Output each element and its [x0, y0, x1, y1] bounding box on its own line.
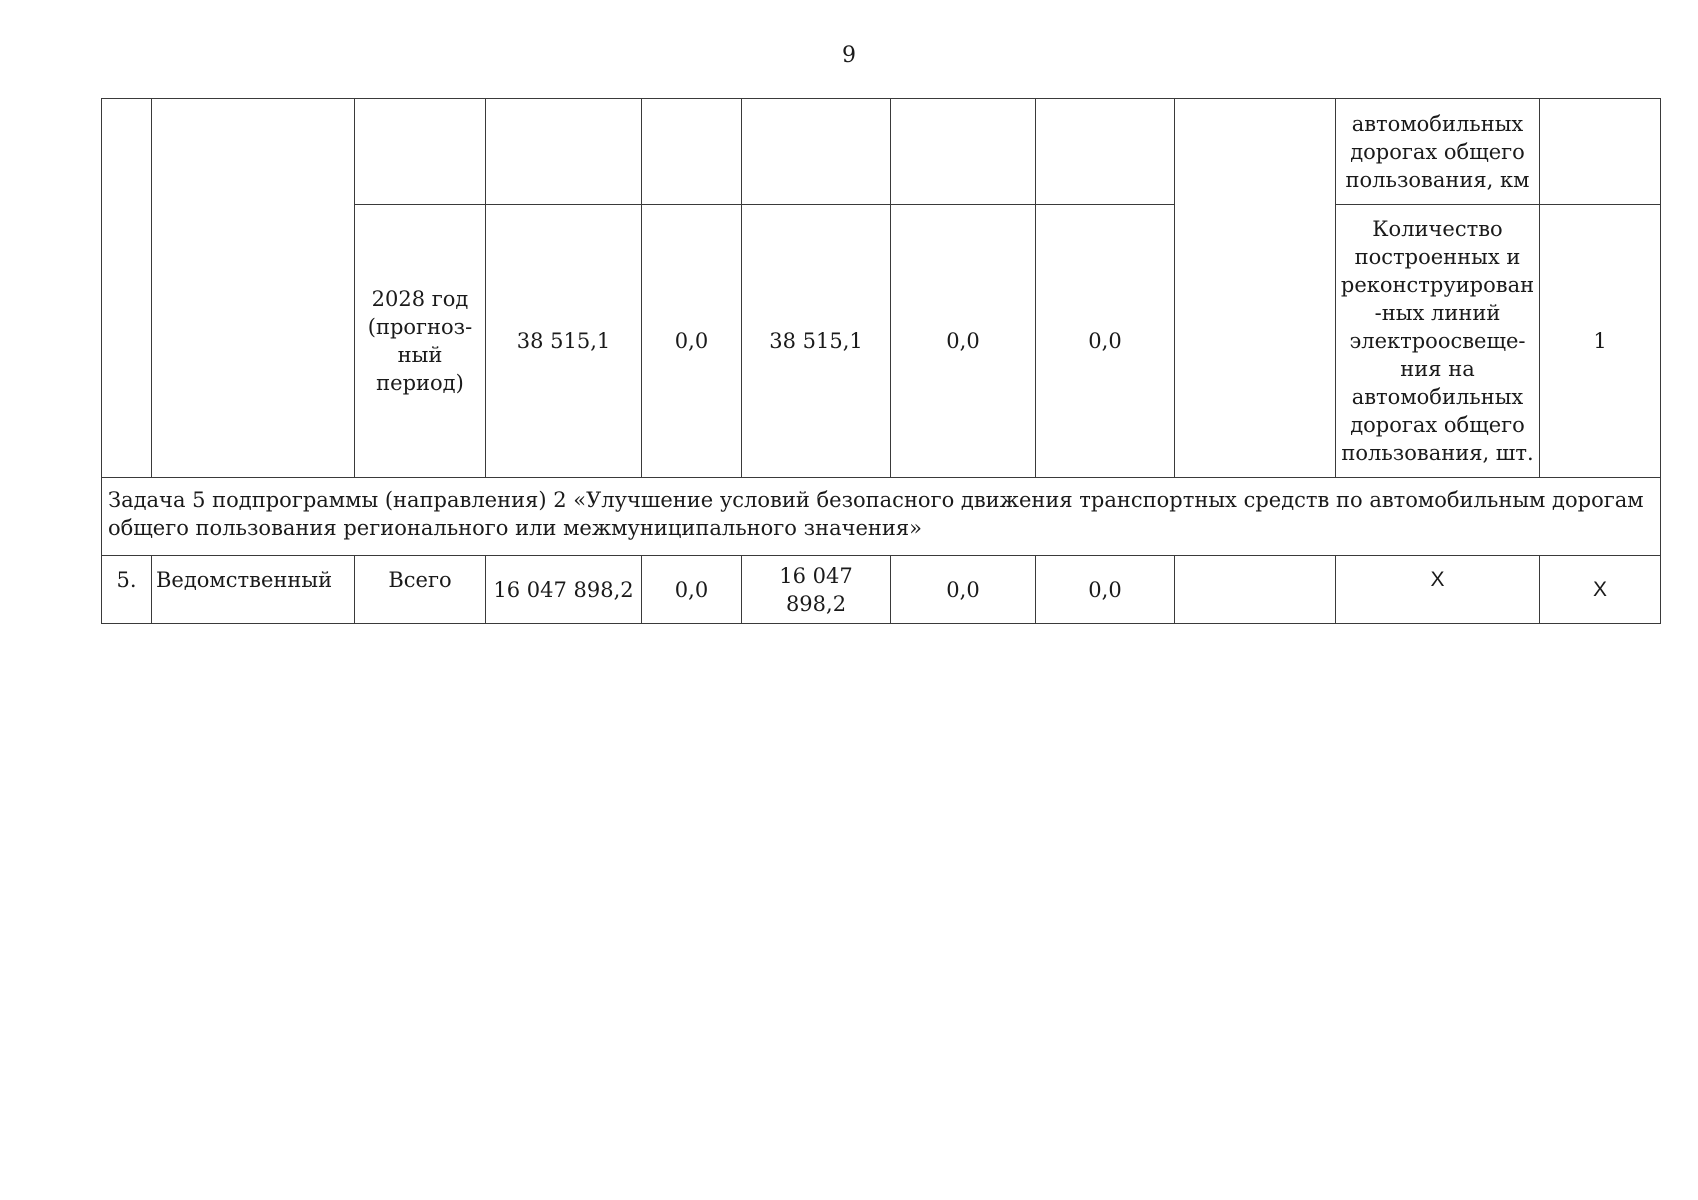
- cell-regional: 38 515,1: [742, 205, 891, 478]
- cell-federal: 0,0: [642, 556, 742, 624]
- cell-other: 0,0: [1036, 205, 1175, 478]
- table-row: [102, 556, 1661, 624]
- page-number: 9: [842, 43, 856, 68]
- cell-indicator-value: Х: [1540, 556, 1661, 624]
- cell-regional-continued: [742, 99, 891, 205]
- cell-other: 0,0: [1036, 556, 1175, 624]
- cell-indicator: Х: [1336, 556, 1540, 624]
- cell-name-continued: [152, 99, 355, 478]
- task-row: [102, 478, 1661, 556]
- cell-period: 2028 год (прогноз-ный период): [355, 205, 486, 478]
- cell-name: Ведомственный: [152, 556, 355, 624]
- cell-executor: [1175, 99, 1336, 478]
- table-row: [102, 99, 1661, 205]
- cell-indicator: Количество построенных и реконструирован-ных линий электроосвеще-ния на автомобильных дорогах общего пользования, шт.: [1336, 205, 1540, 478]
- cell-federal: 0,0: [642, 205, 742, 478]
- cell-local-continued: [891, 99, 1036, 205]
- task-description: Задача 5 подпрограммы (направления) 2 «Улучшение условий безопасного движения транспортных средств по автомобильным дорогам общего пользования регионального или межмуниципального значения»: [102, 478, 1661, 556]
- cell-local: 0,0: [891, 205, 1036, 478]
- cell-local: 0,0: [891, 556, 1036, 624]
- cell-other-continued: [1036, 99, 1175, 205]
- cell-indicator-continued: автомобильных дорогах общего пользования, км: [1336, 99, 1540, 205]
- cell-total: 16 047 898,2: [486, 556, 642, 624]
- cell-total: 38 515,1: [486, 205, 642, 478]
- cell-indicator-value: 1: [1540, 205, 1661, 478]
- cell-federal-continued: [642, 99, 742, 205]
- cell-num: 5.: [102, 556, 152, 624]
- cell-executor: [1175, 556, 1336, 624]
- cell-total-continued: [486, 99, 642, 205]
- cell-regional: 16 047 898,2: [742, 556, 891, 624]
- program-table: [101, 98, 1661, 624]
- cell-indicator-value-continued: [1540, 99, 1661, 205]
- cell-period: Всего: [355, 556, 486, 624]
- cell-period-continued: [355, 99, 486, 205]
- cell-num-continued: [102, 99, 152, 478]
